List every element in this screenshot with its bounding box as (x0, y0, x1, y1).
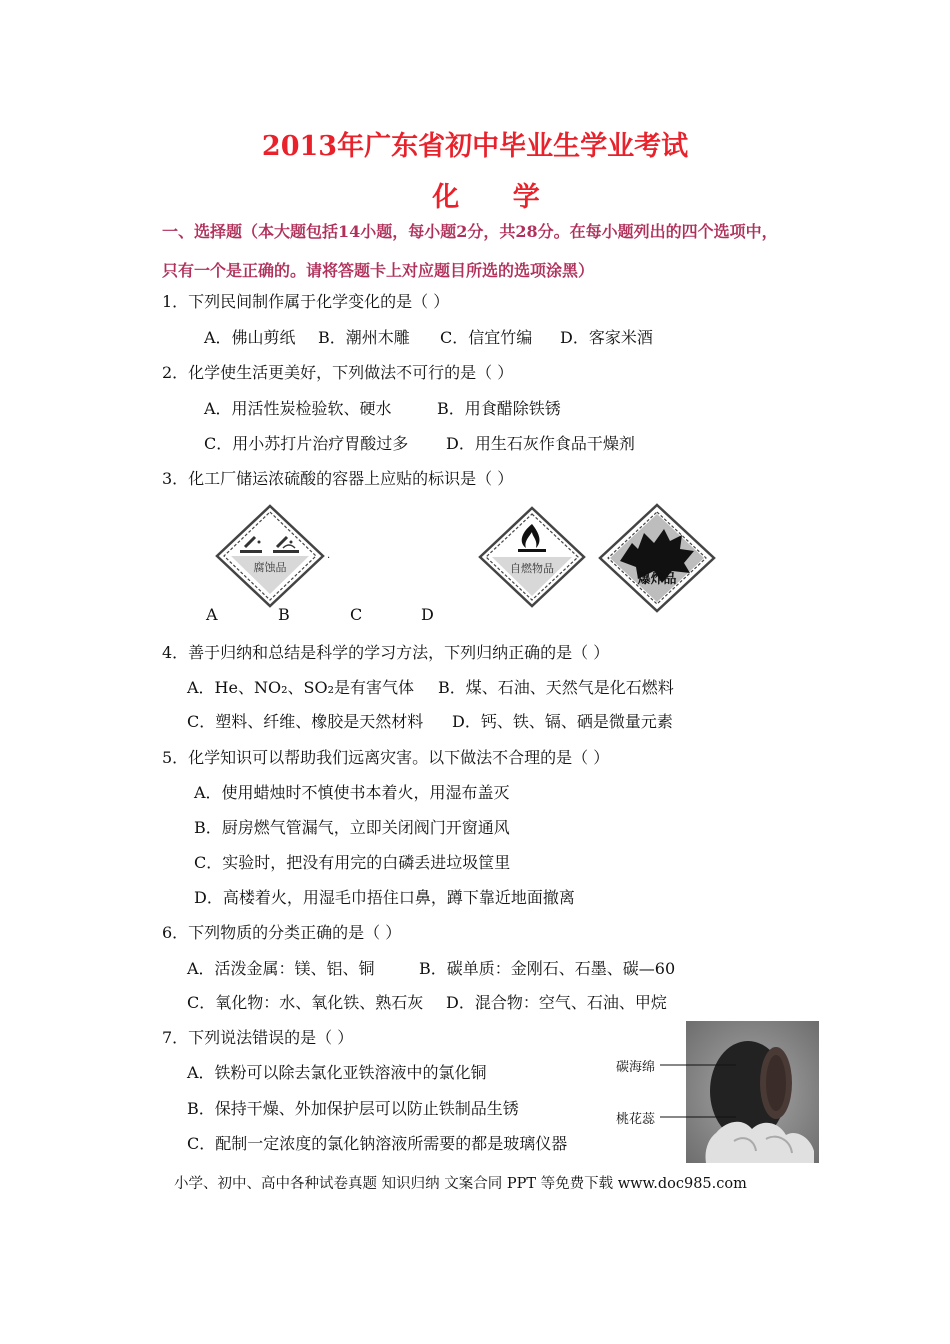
q2-option-d: D．用生石灰作食品干燥剂 (446, 434, 635, 453)
q4-option-a: A．He、NO₂、SO₂是有害气体 (187, 678, 415, 697)
q6-option-a: A．活泼金属：镁、铝、铜 (187, 959, 375, 978)
q7-option-b: B．保持干燥、外加保护层可以防止铁制品生锈 (187, 1099, 519, 1118)
dot-mark: . (327, 550, 331, 561)
flammable-sign (478, 506, 586, 608)
q3-label-c: C (350, 605, 363, 624)
q6-option-d: D．混合物：空气、石油、甲烷 (446, 993, 667, 1012)
explosive-sign (598, 503, 716, 613)
q2-option-c: C．用小苏打片治疗胃酸过多 (204, 434, 409, 453)
footer-text: 小学、初中、高中各种试卷真题 知识归纳 文案合同 PPT 等免费下载 www.doc985.com (174, 1176, 747, 1192)
corrosive-sign (215, 504, 325, 608)
exam-title: 2013年广东省初中毕业生学业考试 (261, 131, 689, 162)
question-6-stem: 6．下列物质的分类正确的是（ ） (162, 923, 402, 942)
q1-option-d: D．客家米酒 (560, 328, 653, 347)
carbon-sponge-label: 碳海绵 (616, 1060, 656, 1075)
q3-label-a: A (206, 605, 218, 624)
question-2-stem: 2．化学使生活更美好，下列做法不可行的是（ ） (162, 363, 514, 382)
peach-pistil-label: 桃花蕊 (616, 1112, 656, 1127)
q7-option-a: A．铁粉可以除去氯化亚铁溶液中的氯化铜 (187, 1063, 487, 1082)
instructions-line2: 只有一个是正确的。请将答题卡上对应题目所选的选项涂黑） (162, 261, 595, 280)
flammable-sign-text: 自燃物品 (510, 562, 554, 575)
question-1-stem: 1．下列民间制作属于化学变化的是（ ） (162, 292, 450, 311)
explosive-sign-text: 爆炸品 (637, 572, 677, 587)
q2-option-a: A．用活性炭检验软、硬水 (204, 399, 392, 418)
q4-option-d: D．钙、铁、镉、硒是微量元素 (452, 712, 673, 731)
q3-label-b: B (278, 605, 290, 624)
q3-label-d: D (421, 605, 434, 624)
instructions-line1: 一、选择题（本大题包括14小题，每小题2分，共28分。在每小题列出的四个选项中， (162, 222, 778, 241)
q1-option-a: A．佛山剪纸 (204, 328, 296, 347)
q4-option-c: C．塑料、纤维、橡胶是天然材料 (187, 712, 424, 731)
q5-option-a: A．使用蜡烛时不慎使书本着火，用湿布盖灭 (194, 783, 510, 802)
corrosive-sign-text: 腐蚀品 (253, 561, 287, 574)
question-5-stem: 5．化学知识可以帮助我们远离灾害。以下做法不合理的是（ ） (162, 748, 610, 767)
question-7-stem: 7．下列说法错误的是（ ） (162, 1028, 354, 1047)
exam-subject: 化 学 (432, 182, 562, 213)
question-3-stem: 3．化工厂储运浓硫酸的容器上应贴的标识是（ ） (162, 469, 514, 488)
q4-option-b: B．煤、石油、天然气是化石燃料 (438, 678, 674, 697)
q1-option-c: C．信宜竹编 (440, 328, 533, 347)
q2-option-b: B．用食醋除铁锈 (437, 399, 561, 418)
q5-option-b: B．厨房燃气管漏气，立即关闭阀门开窗通风 (194, 818, 510, 837)
question-4-stem: 4．善于归纳和总结是科学的学习方法，下列归纳正确的是（ ） (162, 643, 610, 662)
q6-option-c: C．氧化物：水、氧化铁、熟石灰 (187, 993, 424, 1012)
q7-option-c: C．配制一定浓度的氯化钠溶液所需要的都是玻璃仪器 (187, 1134, 568, 1153)
photo-leader-lines (658, 1058, 738, 1128)
q5-option-c: C．实验时，把没有用完的白磷丢进垃圾筐里 (194, 853, 511, 872)
q1-option-b: B．潮州木雕 (318, 328, 410, 347)
q6-option-b: B．碳单质：金刚石、石墨、碳—60 (419, 959, 676, 978)
q5-option-d: D．高楼着火，用湿毛巾捂住口鼻，蹲下靠近地面撤离 (194, 888, 575, 907)
